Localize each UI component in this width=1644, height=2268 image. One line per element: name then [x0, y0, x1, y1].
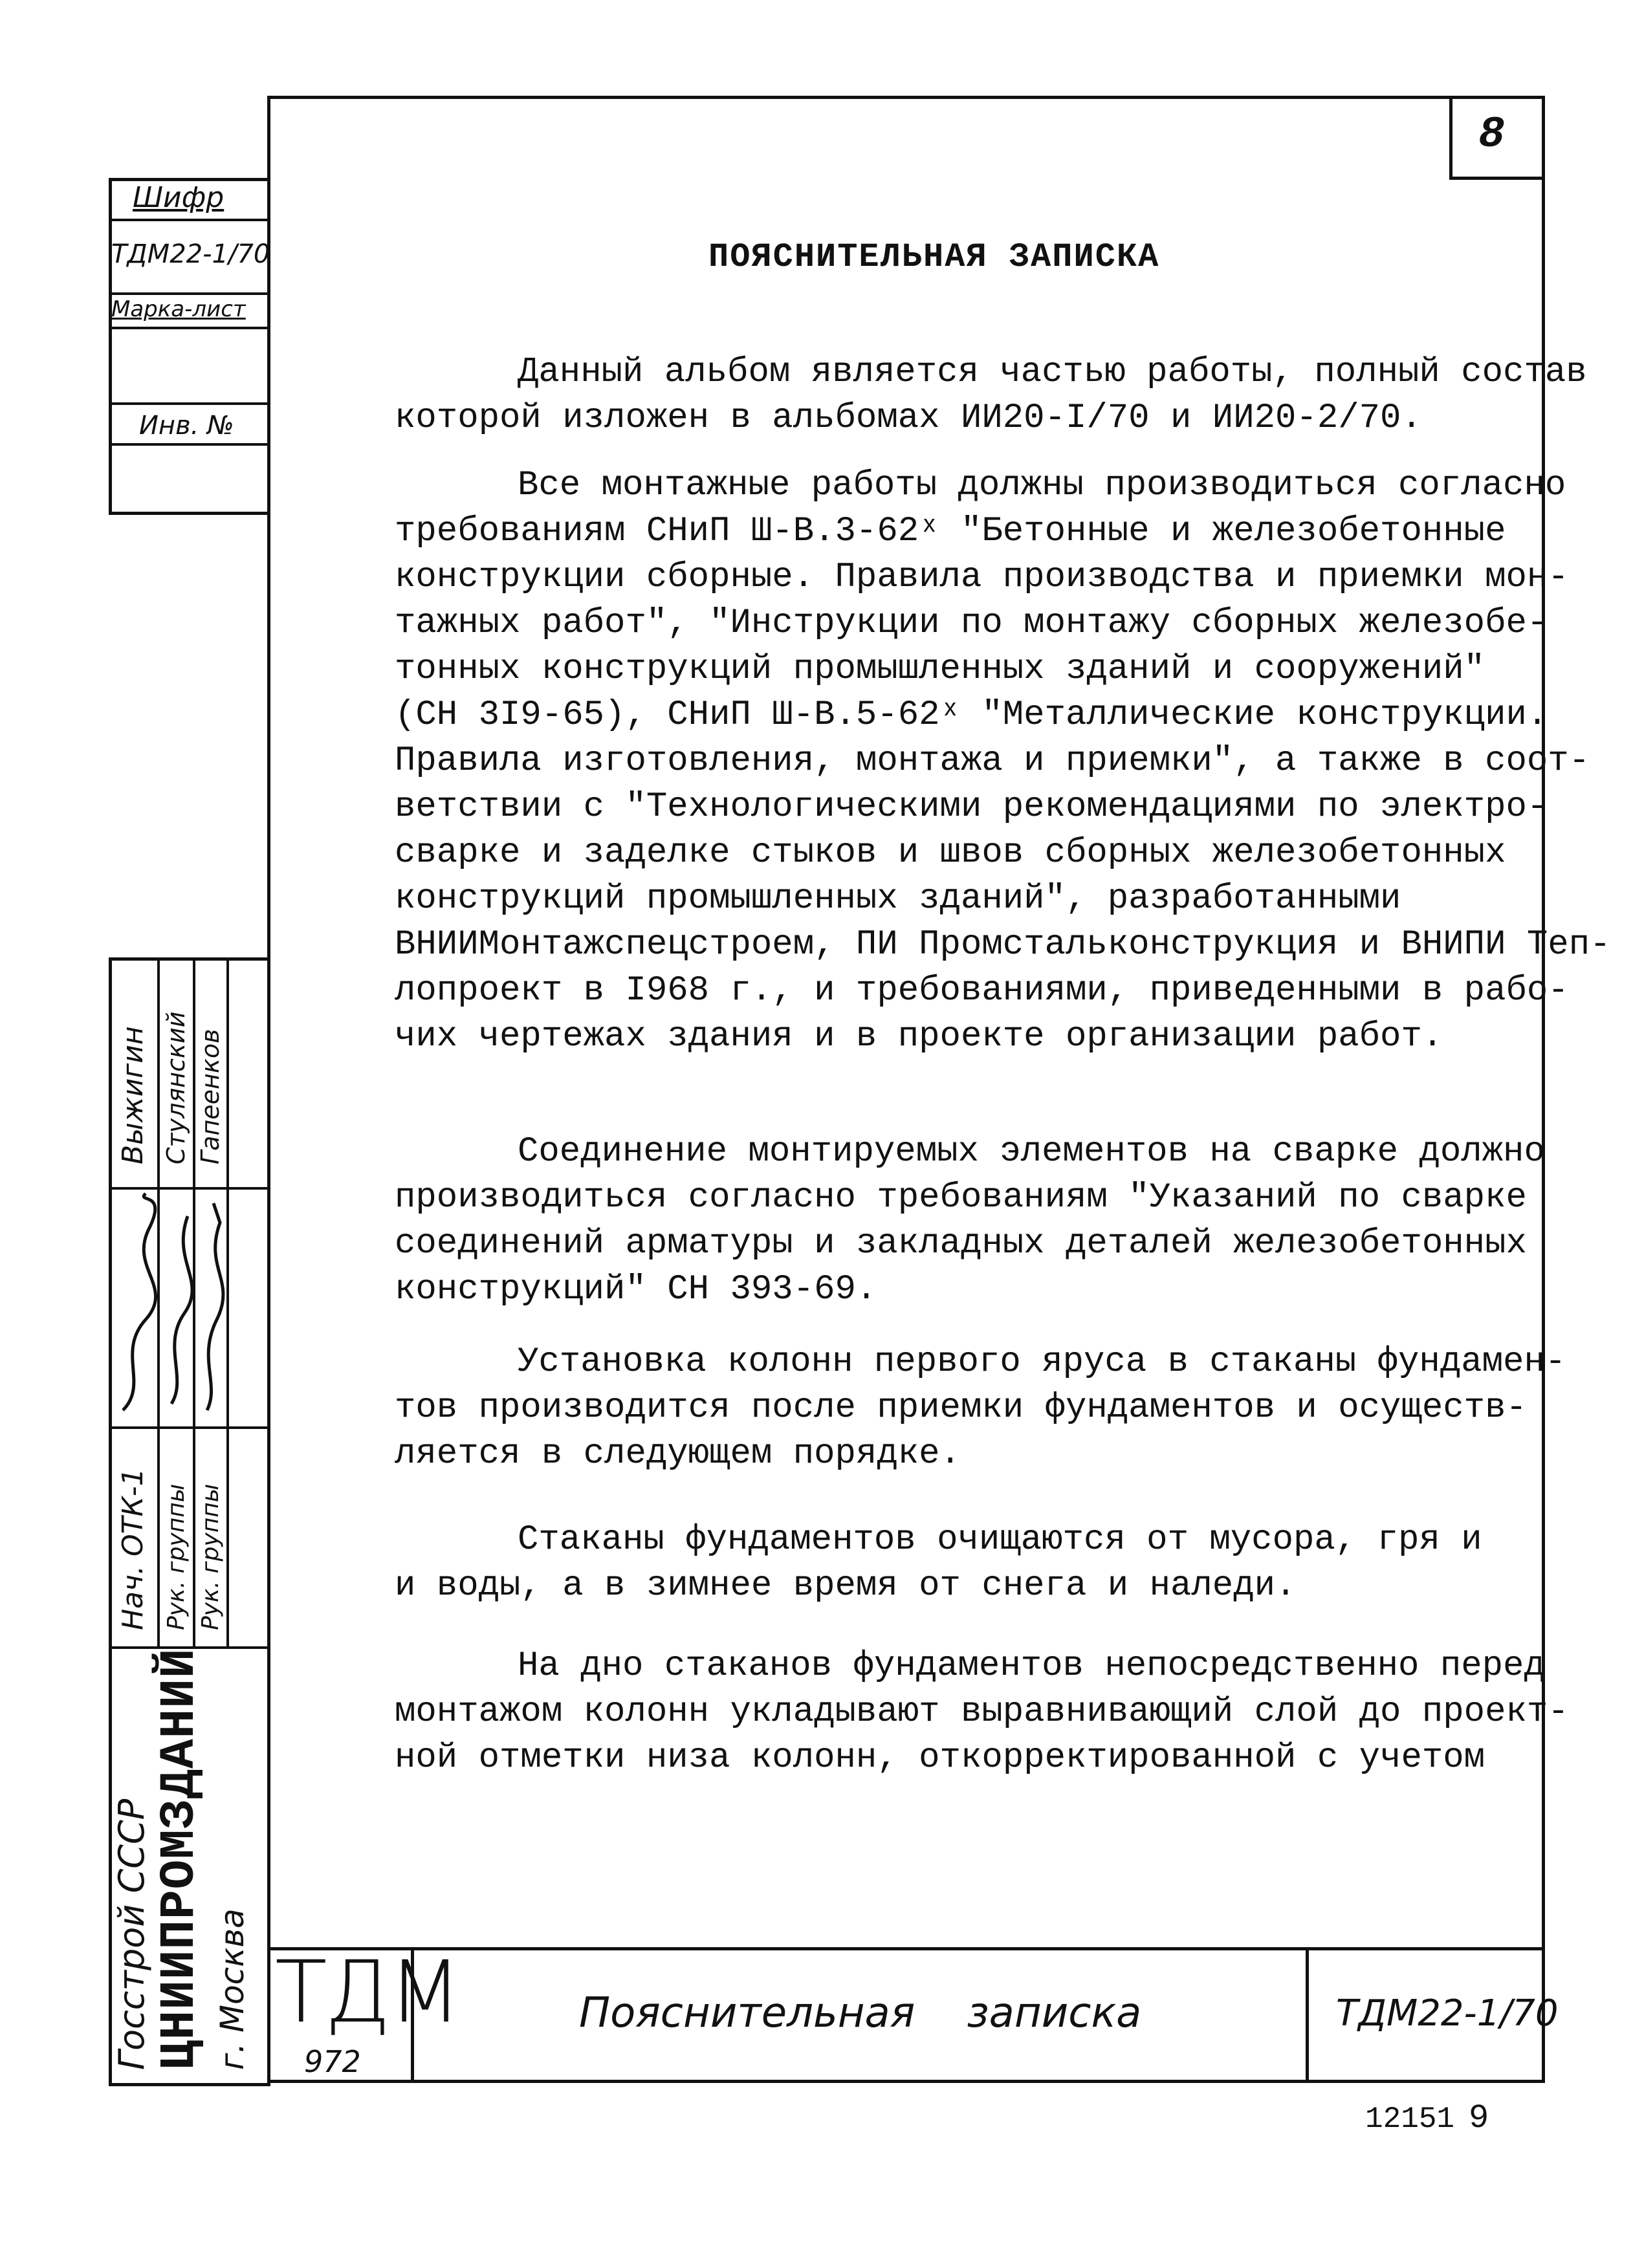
role-3: Рук. группы — [197, 1483, 224, 1630]
text-line: лопроект в I968 г., и требованиями, приведенными в рабо- — [395, 971, 1569, 1010]
text-line: монтажом колонн укладывают выравнивающий слой до проект- — [395, 1692, 1569, 1732]
divider — [109, 327, 270, 329]
text-line: производиться согласно требованиям "Указаний по сварке — [395, 1178, 1527, 1217]
text-line: На дно стаканов фундаментов непосредственно перед — [518, 1646, 1545, 1686]
text-line: Стаканы фундаментов очищаются от мусора, гря и — [518, 1520, 1482, 1560]
text-line: Соединение монтируемых элементов на сварке должно — [518, 1132, 1545, 1172]
text-line: Все монтажные работы должны производиться согласно — [518, 466, 1566, 505]
mark-sheet-label: Марка-лист — [111, 296, 246, 322]
text-line: тов производится после приемки фундаментов и осуществ- — [395, 1388, 1527, 1428]
year: 972 — [304, 2044, 361, 2079]
signature-1 — [123, 1194, 156, 1410]
text-line: сварке и заделке стыков и швов сборных железобетонных — [395, 833, 1506, 873]
name-2: Стулянский — [162, 1011, 190, 1164]
paragraph-2 — [395, 463, 1611, 1060]
text-line: (СН 3I9-65), СНиП Ш-В.5-62ˣ "Металлические конструкции. — [395, 695, 1548, 735]
divider — [109, 402, 270, 405]
text-line: тонных конструкций промышленных зданий и сооружений" — [395, 649, 1485, 689]
text-line: чих чертежах здания и в проекте организации работ. — [395, 1017, 1443, 1056]
text-line: ной отметки низа колонн, откорректированной с учетом — [395, 1738, 1485, 1778]
org-name: ЦНИИПРОМЗДАНИЙ — [152, 1648, 208, 2070]
role-1: Нач. ОТК-1 — [116, 1468, 149, 1630]
text-line: ВНИИМонтажспецстроем, ПИ Промстальконструкция и ВНИПИ Теп- — [395, 925, 1611, 965]
text-line: которой изложен в альбомах ИИ20-I/70 и ИИ20-2/70. — [395, 398, 1422, 438]
paragraph-3 — [395, 1129, 1545, 1313]
inventory-label: Инв. № — [139, 411, 234, 441]
page-box-number: 8 — [1478, 110, 1505, 160]
divider — [109, 1426, 270, 1429]
text-line: ляется в следующем порядке. — [395, 1434, 961, 1474]
page-title: ПОЯСНИТЕЛЬНАЯ ЗАПИСКА — [708, 238, 1160, 276]
cipher-value: ТДМ22-1/70 — [111, 239, 270, 269]
text-line: Установка колонн первого яруса в стаканы фундамен- — [518, 1342, 1566, 1382]
signature-3 — [207, 1203, 223, 1410]
text-line: Данный альбом является частью работы, полный состав — [518, 353, 1587, 392]
text-line: и воды, а в зимнее время от снега и наледи. — [395, 1566, 1297, 1606]
paragraph-6 — [395, 1643, 1569, 1781]
org-ministry: Госстрой СССР — [111, 1798, 152, 2070]
text-line: требованиям СНиП Ш-В.3-62ˣ "Бетонные и железобетонные — [395, 512, 1506, 551]
text-line: Правила изготовления, монтажа и приемки", а также в соот- — [395, 741, 1590, 781]
role-2: Рук. группы — [163, 1483, 190, 1630]
text-line: соединений арматуры и закладных деталей железобетонных — [395, 1224, 1527, 1263]
text-line: тажных работ", "Инструкции по монтажу сборных железобе- — [395, 604, 1548, 643]
page-number: 9 — [1469, 2099, 1489, 2137]
name-3: Гапеенков — [196, 1029, 225, 1164]
paragraph-4 — [395, 1339, 1566, 1477]
org-city: г. Москва — [214, 1908, 251, 2070]
text-line: ветствии с "Технологическими рекомендациями по электро- — [395, 787, 1548, 827]
name-1: Выжигин — [116, 1026, 149, 1164]
divider — [109, 292, 270, 295]
title-block-divider — [1306, 1947, 1309, 2083]
divider — [109, 443, 270, 446]
text-line: конструкции сборные. Правила производства и приемки мон- — [395, 558, 1569, 597]
divider — [109, 219, 270, 221]
doc-title: Пояснительная записка — [579, 1989, 1142, 2037]
signatures — [110, 1190, 233, 1426]
order-number: 12151 — [1365, 2102, 1455, 2136]
text-line: конструкций промышленных зданий", разработанными — [395, 879, 1401, 919]
divider — [109, 1187, 270, 1190]
paragraph-5 — [395, 1517, 1527, 1609]
text-line: конструкций" СН 393-69. — [395, 1270, 877, 1309]
cipher-box — [109, 178, 270, 515]
series-logo: ТДМ — [275, 1943, 459, 2042]
signature-2 — [171, 1216, 192, 1404]
paragraph-1 — [395, 349, 1587, 441]
cipher-label: Шифр — [133, 181, 225, 214]
doc-code: ТДМ22-1/70 — [1336, 1992, 1559, 2034]
